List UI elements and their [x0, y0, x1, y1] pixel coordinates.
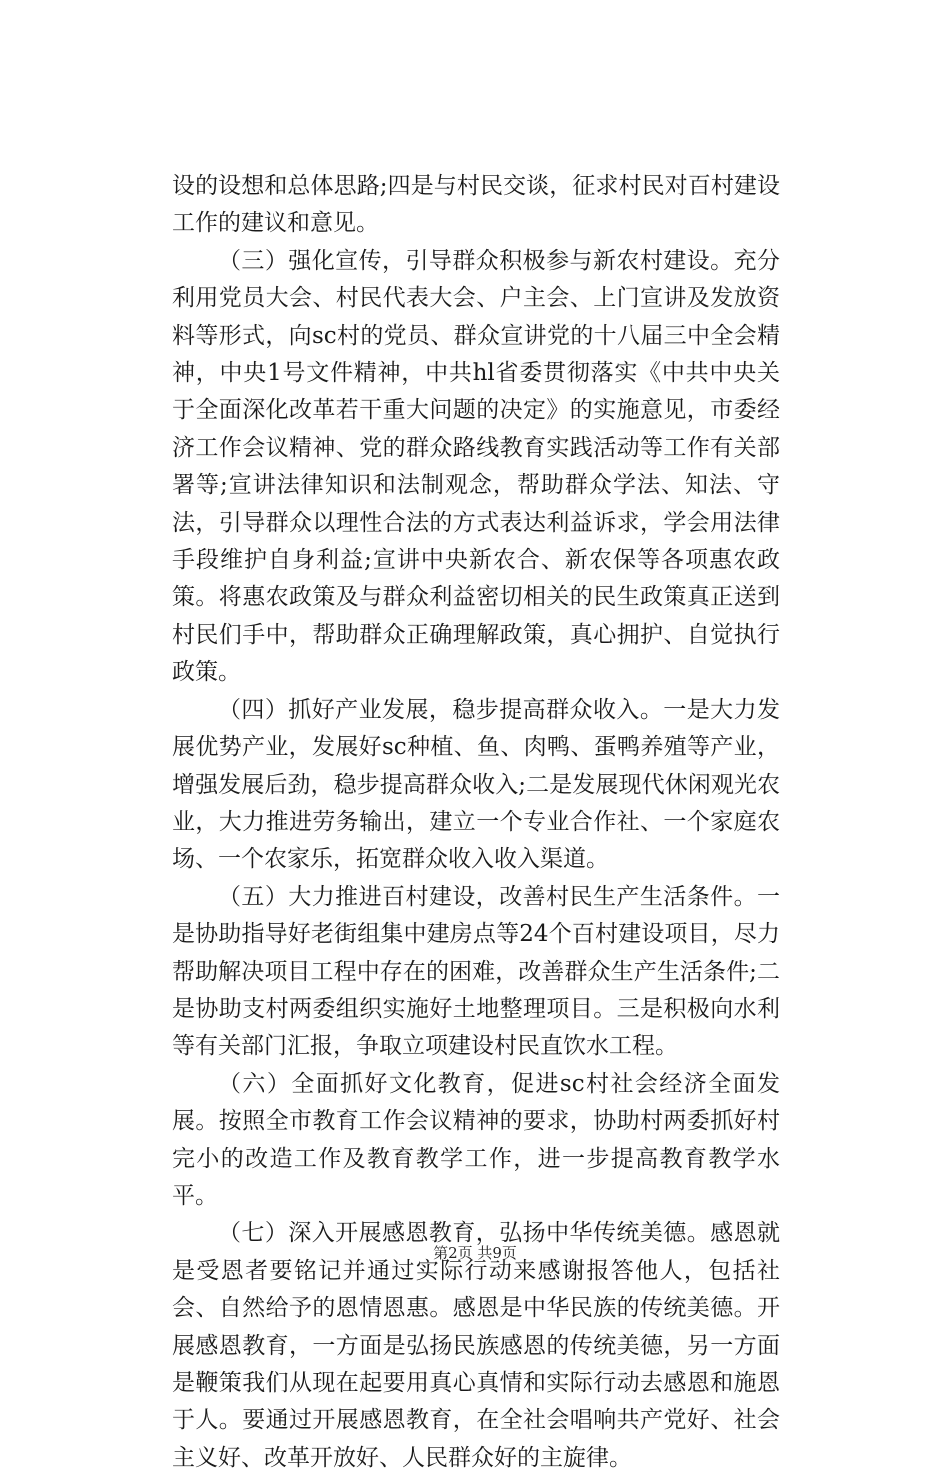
paragraph-4: （五）大力推进百村建设，改善村民生产生活条件。一是协助指导好老街组集中建房点等24个百村建设项目，尽力帮助解决项目工程中存在的困难，改善群众生产生活条件;二是协助支村两委组织实施好土地整理项目。三是积极向水利等有关部门汇报，争取立项建设村民直饮水工程。 [172, 883, 780, 1060]
paragraph-3: （四）抓好产业发展，稳步提高群众收入。一是大力发展优势产业，发展好sc种植、鱼、肉鸭、蛋鸭养殖等产业，增强发展后劲，稳步提高群众收入;二是发展现代休闲观光农业，大力推进劳务输出，建立一个专业合作社、一个家庭农场、一个农家乐，拓宽群众收入收入渠道。 [172, 696, 780, 873]
paragraph-1: 设的设想和总体思路;四是与村民交谈，征求村民对百村建设工作的建议和意见。 [172, 173, 780, 237]
paragraph-2: （三）强化宣传，引导群众积极参与新农村建设。充分利用党员大会、村民代表大会、户主会、上门宣讲及发放资料等形式，向sc村的党员、群众宣讲党的十八届三中全会精神，中央1号文件精神，中共hl省委贯彻落实《中共中央关于全面深化改革若干重大问题的决定》的实施意见，市委经济工作会议精神、党的群众路线教育实践活动等工作有关部署等;宣讲法律知识和法制观念，帮助群众学法、知法、守法，引导群众以理性合法的方式表达利益诉求，学会用法律手段维护自身利益;宣讲中央新农合、新农保等各项惠农政策。将惠农政策及与群众利益密切相关的民生政策真正送到村民们手中，帮助群众正确理解政策，真心拥护、自觉执行政策。 [172, 247, 780, 686]
paragraph-5: （六）全面抓好文化教育，促进sc村社会经济全面发展。按照全市教育工作会议精神的要求，协助村两委抓好村完小的改造工作及教育教学工作，进一步提高教育教学水平。 [172, 1070, 780, 1209]
page-number-footer: 第2页 共9页 [433, 1244, 517, 1262]
document-body [172, 168, 780, 1477]
paragraph-6: （七）深入开展感恩教育，弘扬中华传统美德。感恩就是受恩者要铭记并通过实际行动来感谢报答他人，包括社会、自然给予的恩情恩惠。感恩是中华民族的传统美德。开展感恩教育，一方面是弘扬民族感恩的传统美德，另一方面是鞭策我们从现在起要用真心真情和实际行动去感恩和施恩于人。要通过开展感恩教育，在全社会唱响共产党好、社会主义好、改革开放好、人民群众好的主旋律。 [172, 1220, 780, 1471]
